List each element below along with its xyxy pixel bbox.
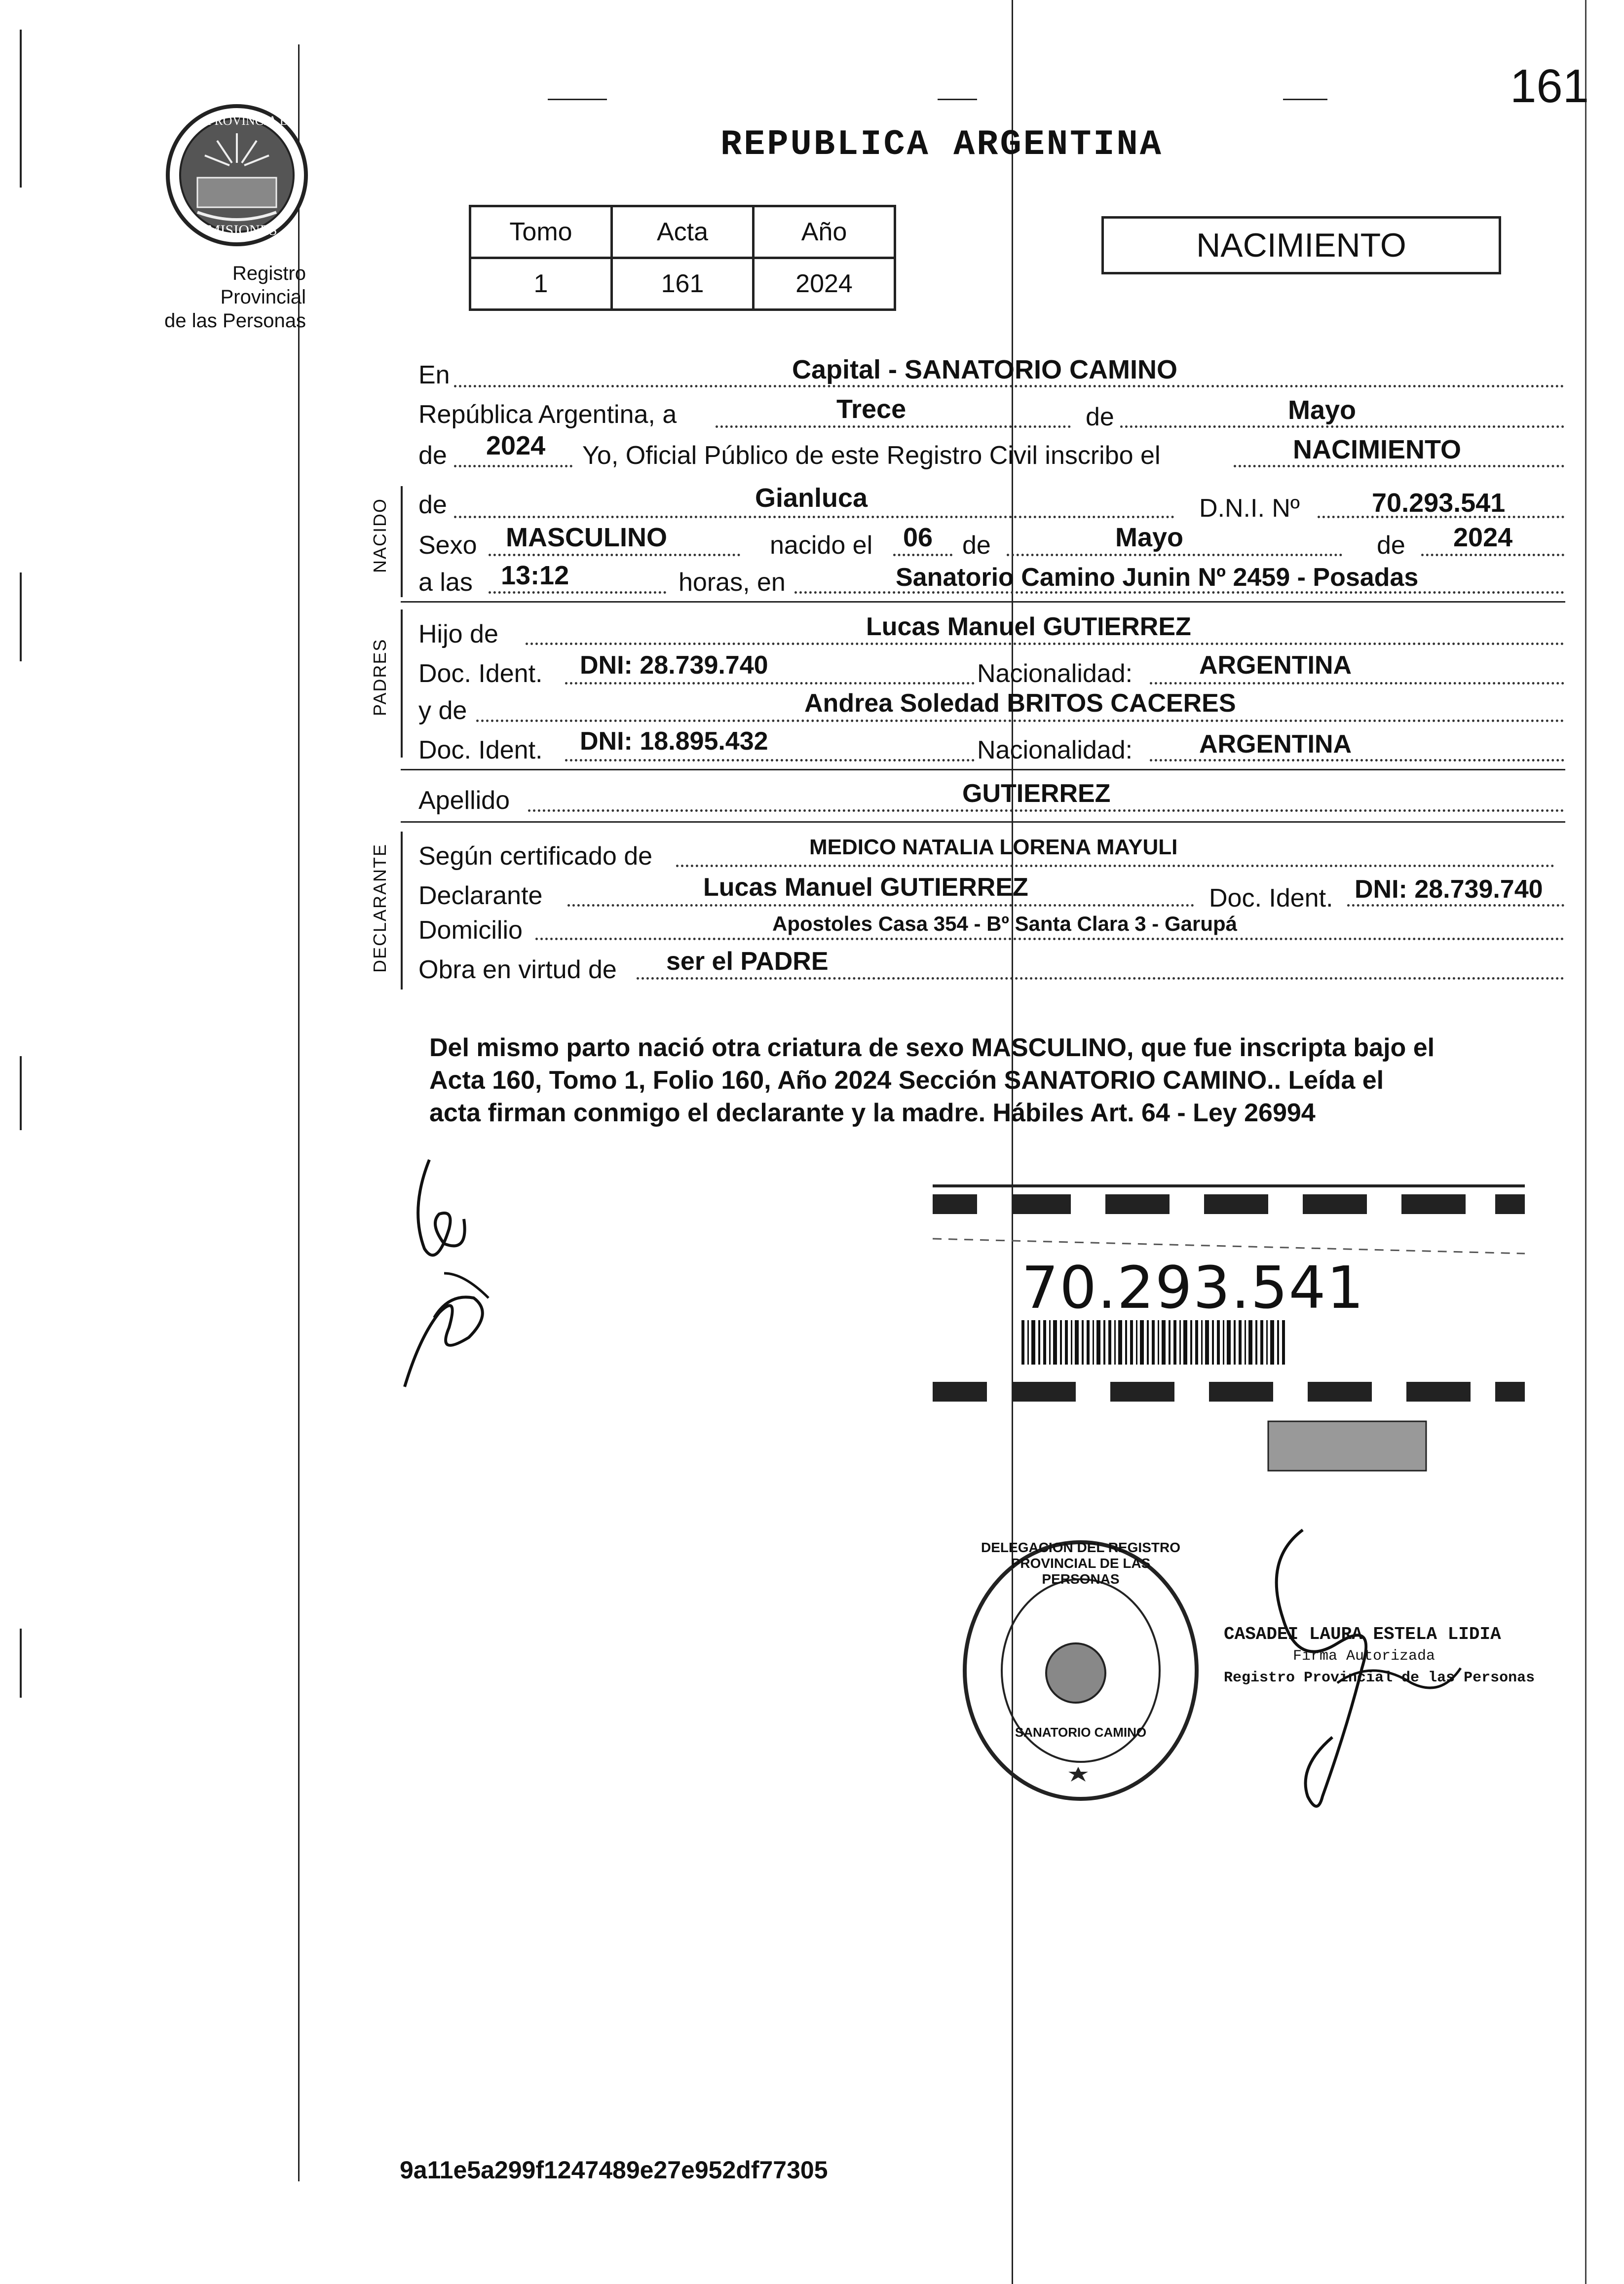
year-dots [454,465,572,467]
yde-label: y de [418,696,467,725]
apellido-dots [528,809,1564,812]
republica-label: República Argentina, a [418,400,677,429]
name-dots [454,516,1174,518]
margin-line-inner [298,44,300,2181]
birth-de-label: de [962,531,991,560]
declarante-doc: DNI: 28.739.740 [1355,875,1543,904]
act-type-box [1101,216,1501,274]
inscribo-value: NACIMIENTO [1293,435,1462,464]
de2-label: de [418,441,447,470]
alas-label: a las [418,568,473,597]
en-value: Capital - SANATORIO CAMINO [792,355,1178,384]
office-name [148,262,306,333]
office-name-line2: de las Personas [164,310,306,332]
note-line: Del mismo parto nació otra criatura de sexo MASCULINO, que fue inscripta bajo el [429,1033,1435,1062]
father-name: Lucas Manuel GUTIERREZ [866,612,1191,641]
child-dni: 70.293.541 [1372,488,1506,518]
domicilio-value: Apostoles Casa 354 - Bº Santa Clara 3 - Garupá [772,912,1238,935]
separator [401,769,1565,770]
top-dash [938,99,977,100]
birth-month: Mayo [1115,523,1184,552]
apellido-value: GUTIERREZ [962,779,1111,808]
birth-day-dots [893,554,952,556]
note-line: acta firman conmigo el declarante y la madre. Hábiles Art. 64 - Ley 26994 [429,1099,1316,1127]
office-name-line1: Registro Provincial [220,263,306,308]
official-title: Firma Autorizada [1293,1648,1435,1665]
document-heading: REPUBLICA ARGENTINA [720,124,1163,165]
sexo-value: MASCULINO [506,523,667,552]
top-dash [548,99,607,100]
hour-dots [489,591,666,594]
dni-label: D.N.I. Nº [1199,494,1300,523]
declarante-bar [401,832,403,990]
stamp-ring-text: DELEGACION DEL REGISTRO PROVINCIAL DE LAS PERSONAS [981,1540,1180,1587]
nacido-section-label: NACIDO [370,497,390,573]
declarante-dots [567,904,1194,907]
mother-name: Andrea Soledad BRITOS CACERES [804,689,1236,718]
note-line: Acta 160, Tomo 1, Folio 160, Año 2024 Sección SANATORIO CAMINO.. Leída el [429,1066,1384,1095]
margin-line-left [20,30,22,188]
margin-line-right [1585,0,1586,2284]
page-number: 161 [1510,60,1589,113]
birth-year-dots [1421,554,1564,556]
apellido-label: Apellido [418,786,510,815]
margin-line-left [20,1056,22,1130]
table-header-tomo: Tomo [470,206,612,258]
table-row [470,258,895,310]
nacido-el-label: nacido el [770,531,873,560]
official-block [1224,1624,1569,1689]
declarante-doc-dots [1347,904,1564,907]
birth-year: 2024 [1453,523,1513,552]
sticker-pattern-icon [933,1180,1525,1476]
mother-nat-label: Nacionalidad: [977,736,1133,764]
en-label: En [418,361,450,389]
mother-doc-label: Doc. Ident. [418,736,543,764]
horas-label: horas, en [679,568,786,597]
identity-sticker [933,1180,1525,1476]
separator [401,821,1565,823]
sexo-label: Sexo [418,531,477,560]
father-nat-label: Nacionalidad: [977,659,1133,688]
day-dots [716,425,1071,428]
table-cell-anio: 2024 [754,258,895,310]
separator [401,601,1565,603]
padres-bar [401,609,403,758]
certificate-value: MEDICO NATALIA LORENA MAYULI [809,835,1178,859]
margin-line-left [20,572,22,661]
province-seal [163,99,311,257]
birth-month-dots [1007,554,1342,556]
table-cell-acta: 161 [612,258,754,310]
mother-dots [476,720,1564,722]
obra-dots [637,977,1564,980]
day-value: Trece [836,394,906,424]
declarante-label: Declarante [418,881,543,910]
father-nat-dots [1150,682,1564,685]
table-header-row [470,206,895,258]
table-header-acta: Acta [612,206,754,258]
sticker-number: 70.293.541 [1021,1254,1365,1322]
birth-note [429,1031,1564,1129]
seal-text-bottom: MISIONES [207,222,277,238]
nacido-de-label: de [418,491,447,519]
birth-de-label2: de [1377,531,1405,560]
mother-doc-dots [565,759,975,761]
segun-label: Según certificado de [418,842,653,871]
domicilio-dots [535,938,1564,940]
father-doc-dots [565,682,975,685]
month-dots [1120,425,1564,428]
mother-nat-dots [1150,759,1564,761]
act-type-label: NACIMIENTO [1196,227,1406,264]
cert-dots [676,865,1554,867]
father-doc-label: Doc. Ident. [418,659,543,688]
declarante-section-label: DECLARANTE [370,843,390,973]
table-cell-tomo: 1 [470,258,612,310]
document-hash: 9a11e5a299f1247489e27e952df77305 [400,2156,828,2184]
birth-hour: 13:12 [501,561,569,590]
official-name: CASADEI LAURA ESTELA LIDIA [1224,1624,1501,1644]
registry-table [469,205,896,311]
oficial-text: Yo, Oficial Público de este Registro Civil inscribo el [582,441,1161,470]
stamp-inner-text: SANATORIO CAMINO [1015,1725,1147,1740]
birth-day: 06 [903,523,933,552]
table-header-anio: Año [754,206,895,258]
month-value: Mayo [1288,395,1357,425]
nacido-bar [401,486,403,597]
father-nationality: ARGENTINA [1199,651,1352,680]
father-doc: DNI: 28.739.740 [580,651,768,680]
registry-stamp [957,1535,1204,1811]
declarante-doc-label: Doc. Ident. [1209,884,1333,913]
domicilio-label: Domicilio [418,916,523,945]
official-office: Registro Provincial de las Personas [1224,1670,1535,1686]
sexo-dots [489,554,740,556]
en-dots [454,385,1564,387]
father-dots [526,643,1564,645]
inscribo-dots [1234,465,1564,467]
birth-place: Sanatorio Camino Junin Nº 2459 - Posadas [896,563,1419,592]
margin-line-left [20,1629,22,1698]
obra-label: Obra en virtud de [418,955,617,984]
hijo-label: Hijo de [418,620,498,648]
seal-text-top: PROVINCIA DE [207,114,297,128]
padres-section-label: PADRES [370,638,390,716]
center-fold-line [1012,0,1013,2284]
child-name: Gianluca [755,483,868,513]
declarante-value: Lucas Manuel GUTIERREZ [703,873,1028,902]
year-value: 2024 [486,431,546,460]
de-label: de [1086,403,1114,431]
top-dash [1283,99,1327,100]
declarant-signature [390,1150,518,1397]
obra-value: ser el PADRE [666,947,829,976]
mother-doc: DNI: 18.895.432 [580,727,768,756]
mother-nationality: ARGENTINA [1199,730,1352,759]
